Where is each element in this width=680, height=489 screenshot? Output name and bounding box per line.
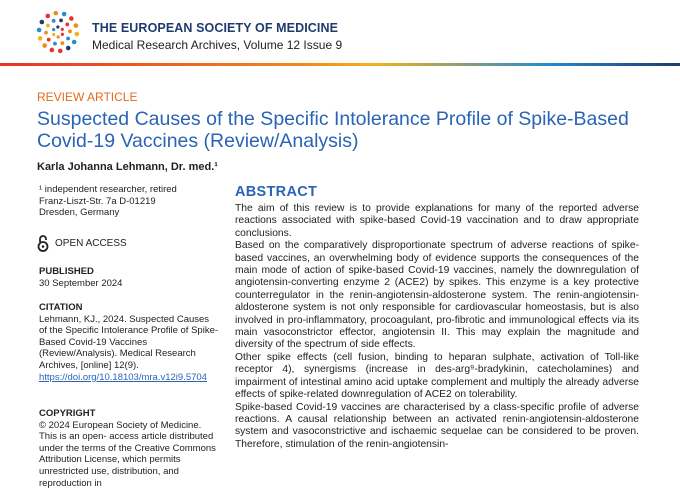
abstract-body [235,203,639,451]
published-block [39,266,219,289]
open-access-label: OPEN ACCESS [55,237,127,249]
affiliation-line: Dresden, Germany [39,207,120,219]
header-divider [0,63,680,66]
affiliation [39,184,219,219]
abstract-paragraph: The aim of this review is to provide explanations for many of the reported adverse reactions associated with spike-based Covid-19 vaccination and to draw appropriate conclusions. [235,203,639,239]
published-heading: PUBLISHED [39,266,94,277]
open-lock-icon [37,234,49,252]
society-logo-icon [36,10,80,54]
abstract-paragraph: Spike-based Covid-19 vaccines are characterised by a class-specific profile of adverse reactions. A causal relationship between an activated renin-angiotensin-aldosterone system and vasoconstrictive and ischaemic sequelae can be considered to be proven. Therefore, stimulation of the renin-angiotensin- [235,401,639,450]
journal-header [0,0,680,62]
article-title: Suspected Causes of the Specific Intolerance Profile of Spike-Based Covid-19 Vaccines (Review/Analysis) [37,108,629,152]
abstract-paragraph: Based on the comparatively disproportionate spectrum of adverse reactions of spike-based vaccines, an overwhelming body of evidence supports the consequences of the main mode of action of spike-based Covid-19 vaccines, namely the downregulation of angiotensin-converting enzyme 2 (ACE2) by spikes. This enzyme is a key protective counterregulator in the renin-angiotensin-aldosterone system. The renin-angiotensin-aldosterone system is not only responsible for cardiovascular homeostasis, but is also involved in pro-inflammatory, procoagulant, pro-fibrotic and immunological effects via its main vasoconstrictor effector, angiotensin II. This may explain the magnitude and diversity of the spectrum of side effects. [235,240,639,351]
affiliation-line: ¹ independent researcher, retired [39,184,177,195]
article-type: REVIEW ARTICLE [37,90,138,104]
citation-heading: CITATION [39,302,83,313]
author-name: Karla Johanna Lehmann, Dr. med.¹ [37,161,218,173]
copyright-heading: COPYRIGHT [39,408,96,419]
copyright-text: © 2024 European Society of Medicine. This is an open- access article distributed under the terms of the Creative Commons Attribution License, which permits unrestricted use, distribution, and reproduction in [39,419,216,489]
citation-text: Lehmann, KJ., 2024. Suspected Causes of the Specific Intolerance Profile of Spike-Based Covid-19 Vaccines (Review/Analysis). Medical Research Archives, [online] 12(9). [39,313,219,371]
abstract-paragraph: Other spike effects (cell fusion, binding to heparan sulphate, activation of Toll-like receptor 4), synergisms (increase in des-arg⁹-bradykinin, catecholamines) and impairment of intestinal amino acid uptake complement and multiply the already adverse effects of spike-related downregulation of ACE2 on tolerability. [235,351,639,401]
society-name: THE EUROPEAN SOCIETY OF MEDICINE [92,21,339,35]
affiliation-line: Franz-Liszt-Str. 7a D-01219 [39,195,156,207]
published-date: 30 September 2024 [39,277,123,289]
citation-block [39,302,219,383]
journal-issue: Medical Research Archives, Volume 12 Issue 9 [92,38,343,52]
copyright-block [39,408,219,489]
abstract-heading: ABSTRACT [235,184,318,200]
open-access-badge [37,234,127,252]
doi-link[interactable]: https://doi.org/10.18103/mra.v12i9.5704 [39,371,207,383]
